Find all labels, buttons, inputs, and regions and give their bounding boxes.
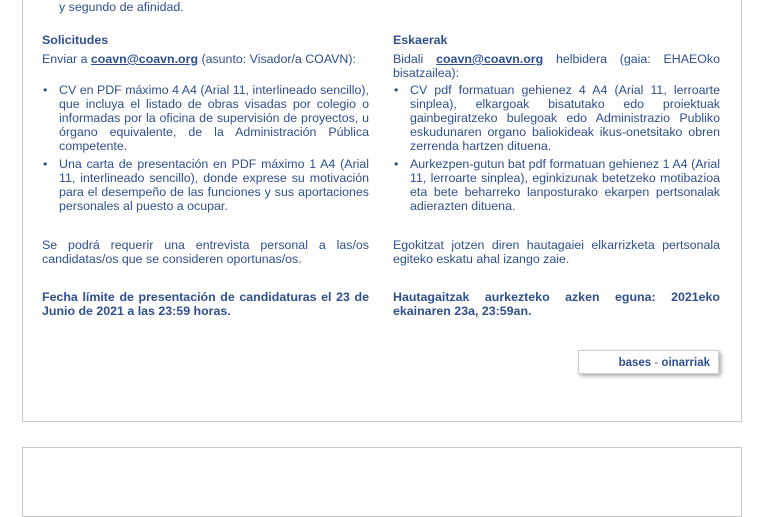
- interview-note-eu: Egokitzat jotzen diren hautagaiei elkarrizketa pertsonala egiteko eskatu ahal izango zaie.: [393, 238, 720, 266]
- bases-label-es: bases: [618, 357, 652, 369]
- bases-separator: -: [651, 357, 662, 369]
- requirements-list-eu: [393, 83, 720, 217]
- next-card: [22, 447, 742, 517]
- deadline-eu: Hautagaitzak aurkezteko azken eguna: 2021eko ekainaren 23a, 23:59an.: [393, 290, 720, 318]
- list-item: • Aurkezpen-gutun bat pdf formatuan gehienez 1 A4 (Arial 11, lerroarte sinplea), eginkizunak betetzeko motibazioa eta bete beharreko lanposturako ekarpen pertsonalak adierazten dituena.: [393, 157, 720, 213]
- bases-label-eu: oinarriak: [661, 357, 710, 369]
- previous-text-line: y segundo de afinidad.: [59, 0, 184, 14]
- list-item: • CV pdf formatuan gehienez 4 A4 (Arial 11, lerroarte sinplea), elkargoak bisatutako edo proiektuak gainbegiratzeko bulegoak edo Administrazio Publiko eskudunaren organo baliokideak ikus-onetsitako obren zerrenda hartzen dituena.: [393, 83, 720, 153]
- applications-heading-eu: Eskaerak: [393, 33, 448, 47]
- email-link-eu[interactable]: coavn@coavn.org: [436, 52, 544, 66]
- send-instructions-es: [42, 52, 369, 66]
- send-suffix-eu: helbidera (gaia: EHAEOko bisatzailea):: [393, 52, 720, 80]
- send-instructions-eu: [393, 52, 720, 80]
- list-item: • CV en PDF máximo 4 A4 (Arial 11, interlineado sencillo), que incluya el listado de obras visadas por colegio o informadas por la oficina de supervisión de proyectos, u órgano equivalente, de la Administración Pública competente.: [42, 83, 369, 153]
- list-item: • Una carta de presentación en PDF máximo 1 A4 (Arial 11, interlineado sencillo), donde exprese su motivación para el desempeño de las funciones y sus aportaciones personales al puesto a ocupar.: [42, 157, 369, 213]
- applications-heading-es: Solicitudes: [42, 33, 109, 47]
- send-suffix-es: (asunto: Visador/a COAVN):: [198, 52, 356, 66]
- send-prefix-eu: Bidali: [393, 52, 437, 66]
- requirements-list-es: [42, 83, 369, 217]
- email-link-es[interactable]: coavn@coavn.org: [90, 52, 199, 66]
- interview-note-es: Se podrá requerir una entrevista personal a las/os candidatas/os que se consideren oportunas/os.: [42, 238, 369, 266]
- bases-button[interactable]: [578, 350, 719, 374]
- deadline-es: Fecha límite de presentación de candidaturas el 23 de Junio de 2021 a las 23:59 horas.: [42, 290, 369, 318]
- job-offer-card: [22, 0, 742, 422]
- send-prefix-es: Enviar a: [42, 52, 91, 66]
